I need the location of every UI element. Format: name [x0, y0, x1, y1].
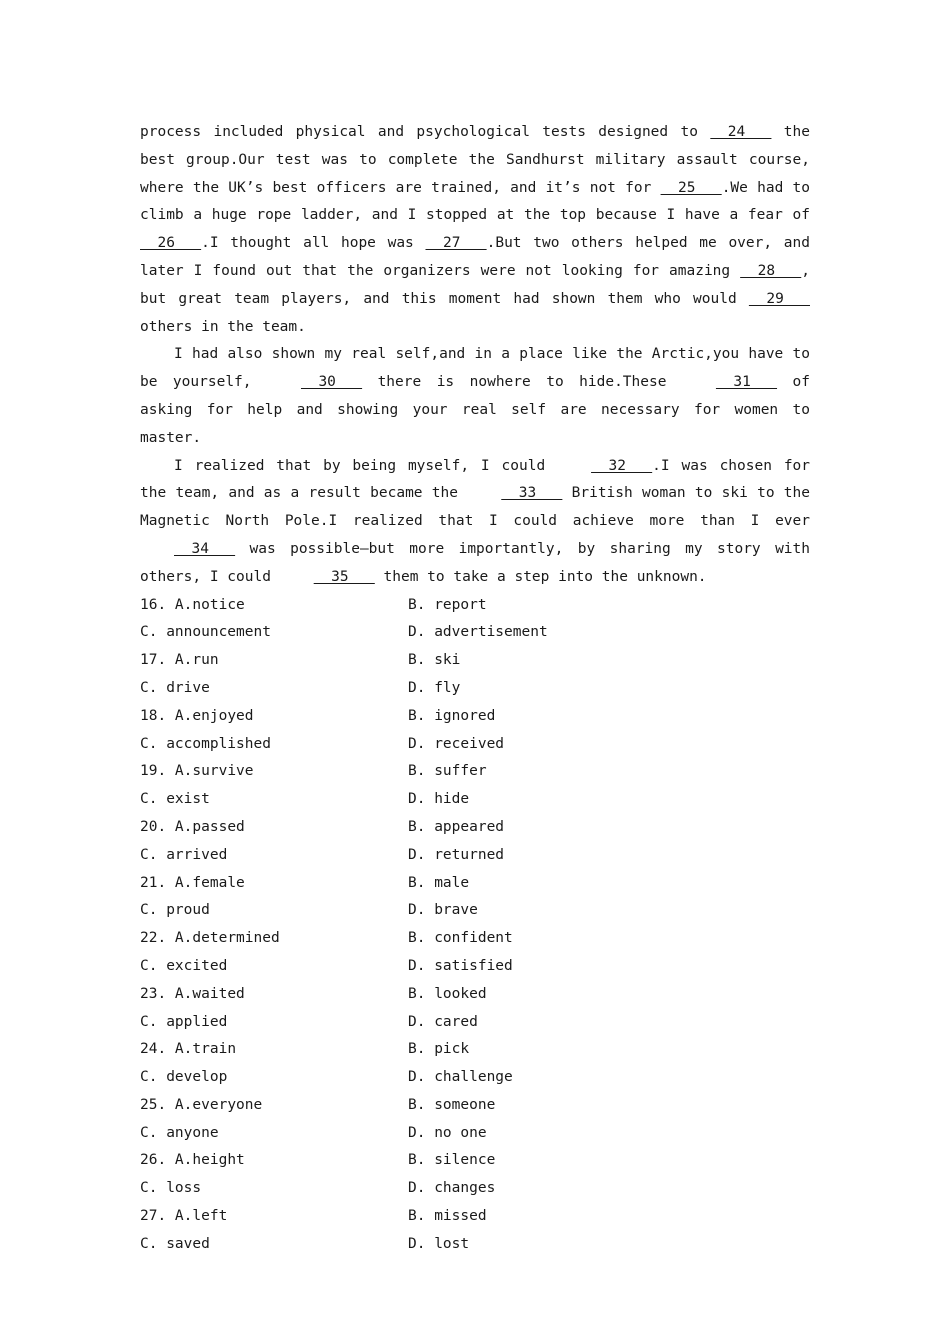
option-b — [408, 1036, 469, 1064]
option-d-prefix: D. — [408, 1069, 435, 1086]
question-23-row-cd — [140, 1009, 810, 1037]
option-b-text: male — [434, 874, 470, 891]
question-18-row-cd — [140, 731, 810, 759]
option-b-prefix: B. — [408, 1041, 435, 1058]
question-20-row-cd — [140, 842, 810, 870]
option-d-text: hide — [434, 791, 470, 808]
option-a-text: height — [192, 1152, 245, 1169]
question-number: 22. — [140, 930, 167, 947]
blank-29: 29 — [748, 290, 810, 307]
question-16-row-cd — [140, 619, 810, 647]
question-number: 18. — [140, 707, 167, 724]
option-d — [408, 675, 460, 703]
question-20-row-ab — [140, 814, 810, 842]
option-c — [140, 619, 408, 647]
blank-25: 25 — [660, 179, 722, 196]
question-number: 24. — [140, 1041, 167, 1058]
option-c-prefix: C. — [140, 957, 167, 974]
option-a — [140, 703, 408, 731]
passage-text: .We had to climb a huge rope ladder, and I stopped at the top because I have a fear of — [140, 179, 810, 224]
option-b-text: silence — [434, 1152, 496, 1169]
option-d — [408, 1175, 495, 1203]
option-b — [408, 592, 487, 620]
option-d-prefix: D. — [408, 1180, 435, 1197]
option-c-text: develop — [166, 1069, 228, 1086]
blank-32: 32 — [591, 457, 653, 474]
option-c-text: accomplished — [166, 735, 271, 752]
question-18-row-ab — [140, 703, 810, 731]
option-b-text: suffer — [434, 763, 487, 780]
blank-26: 26 — [140, 235, 202, 252]
passage-text: I realized that by being myself, I could — [174, 457, 558, 474]
question-number: 25. — [140, 1096, 167, 1113]
option-b-prefix: B. — [408, 985, 435, 1002]
blank-34: 34 — [174, 540, 236, 557]
question-21-row-ab — [140, 870, 810, 898]
option-d-text: challenge — [434, 1069, 513, 1086]
question-number: 17. — [140, 652, 167, 669]
option-b-text: report — [434, 596, 487, 613]
passage-text: was possible—but more importantly, by sharing my story with others, I could — [140, 540, 810, 585]
option-b-prefix: B. — [408, 818, 435, 835]
option-b — [408, 647, 460, 675]
option-d-text: received — [434, 735, 505, 752]
option-a — [140, 647, 408, 675]
question-24-row-cd — [140, 1064, 810, 1092]
passage-text: .I thought all hope was — [201, 235, 426, 252]
option-a-text: left — [192, 1208, 228, 1225]
question-19-row-cd — [140, 786, 810, 814]
option-d — [408, 1120, 487, 1148]
question-25-row-ab — [140, 1092, 810, 1120]
option-a-prefix: A. — [166, 1096, 193, 1113]
option-a — [140, 592, 408, 620]
option-a-prefix: A. — [166, 1208, 193, 1225]
question-number: 16. — [140, 596, 167, 613]
option-a — [140, 1147, 408, 1175]
option-d-prefix: D. — [408, 1235, 435, 1252]
option-d-text: no one — [434, 1124, 487, 1141]
option-c — [140, 842, 408, 870]
option-c-text: anyone — [166, 1124, 219, 1141]
option-b — [408, 758, 487, 786]
option-b — [408, 870, 469, 898]
option-d-prefix: D. — [408, 902, 435, 919]
option-d — [408, 619, 548, 647]
passage-text: them to take a step into the unknown. — [374, 568, 707, 585]
option-d-text: returned — [434, 846, 505, 863]
blank-24: 24 — [710, 124, 772, 140]
option-d-text: brave — [434, 902, 478, 919]
option-c-prefix: C. — [140, 624, 167, 641]
blank-35: 35 — [313, 568, 375, 585]
option-c — [140, 675, 408, 703]
option-b-prefix: B. — [408, 1096, 435, 1113]
option-b — [408, 1147, 495, 1175]
option-a-prefix: A. — [166, 1041, 193, 1058]
option-b — [408, 703, 495, 731]
question-16-row-ab — [140, 592, 810, 620]
passage-text: the best group.Our test was to complete the Sandhurst military assault course, where the UK’s best officers are trained, and it’s not for — [140, 124, 810, 196]
option-a-text: everyone — [192, 1096, 263, 1113]
option-a-prefix: A. — [166, 763, 193, 780]
option-c-prefix: C. — [140, 846, 167, 863]
option-d — [408, 786, 469, 814]
option-d-text: advertisement — [434, 624, 548, 641]
option-a — [140, 1036, 408, 1064]
option-c — [140, 897, 408, 925]
option-c — [140, 1175, 408, 1203]
option-d-prefix: D. — [408, 791, 435, 808]
option-b-text: missed — [434, 1208, 487, 1225]
passage-paragraph — [140, 453, 810, 592]
question-23-row-ab — [140, 981, 810, 1009]
option-b-text: someone — [434, 1096, 496, 1113]
blank-33: 33 — [501, 485, 563, 502]
passage-text: others in the team. — [140, 318, 306, 335]
option-c — [140, 1064, 408, 1092]
option-a-text: female — [192, 874, 245, 891]
option-b-prefix: B. — [408, 1208, 435, 1225]
option-b — [408, 925, 513, 953]
option-a-text: train — [192, 1041, 237, 1058]
option-b — [408, 981, 487, 1009]
option-c-text: drive — [166, 679, 210, 696]
option-a — [140, 870, 408, 898]
option-a-text: determined — [192, 930, 280, 947]
option-a — [140, 925, 408, 953]
option-d — [408, 1231, 469, 1259]
option-c-prefix: C. — [140, 1013, 167, 1030]
option-d-text: changes — [434, 1180, 496, 1197]
passage-text: , but great team players, and this moment had shown them who would — [140, 262, 810, 307]
option-c — [140, 1231, 408, 1259]
blank-28: 28 — [740, 262, 802, 279]
passage-text: I had also shown my real self,and in a place like the Arctic,you have to be yourself, — [140, 346, 810, 391]
option-d — [408, 1009, 478, 1037]
option-b-prefix: B. — [408, 1152, 435, 1169]
question-27-row-cd — [140, 1231, 810, 1259]
question-25-row-cd — [140, 1120, 810, 1148]
question-options-list — [140, 592, 810, 1259]
option-a-text: enjoyed — [192, 707, 254, 724]
option-a-prefix: A. — [166, 985, 193, 1002]
option-c-prefix: C. — [140, 1069, 167, 1086]
option-c-text: proud — [166, 902, 210, 919]
passage-paragraph — [140, 341, 810, 452]
option-d-prefix: D. — [408, 1013, 435, 1030]
option-d — [408, 842, 504, 870]
option-b — [408, 1203, 487, 1231]
question-27-row-ab — [140, 1203, 810, 1231]
question-26-row-ab — [140, 1147, 810, 1175]
option-a-text: notice — [192, 596, 245, 613]
option-b-text: confident — [434, 930, 513, 947]
option-c-text: saved — [166, 1235, 210, 1252]
option-a — [140, 1203, 408, 1231]
option-d-prefix: D. — [408, 679, 435, 696]
question-17-row-cd — [140, 675, 810, 703]
question-17-row-ab — [140, 647, 810, 675]
option-d-prefix: D. — [408, 1124, 435, 1141]
option-b-prefix: B. — [408, 930, 435, 947]
option-a-text: run — [192, 652, 219, 669]
option-c — [140, 1120, 408, 1148]
option-d-prefix: D. — [408, 624, 435, 641]
document-page — [140, 119, 810, 1259]
question-22-row-ab — [140, 925, 810, 953]
option-a — [140, 981, 408, 1009]
option-d — [408, 953, 513, 981]
option-c-prefix: C. — [140, 1235, 167, 1252]
option-c-prefix: C. — [140, 1124, 167, 1141]
question-21-row-cd — [140, 897, 810, 925]
option-c-text: announcement — [166, 624, 271, 641]
option-a — [140, 814, 408, 842]
option-a-text: survive — [192, 763, 254, 780]
question-number: 26. — [140, 1152, 167, 1169]
option-c — [140, 786, 408, 814]
option-d-text: cared — [434, 1013, 478, 1030]
option-d-text: lost — [434, 1235, 470, 1252]
option-d — [408, 1064, 513, 1092]
option-c-text: arrived — [166, 846, 228, 863]
passage-text: of asking for help and showing your real self are necessary for women to master. — [140, 374, 810, 446]
option-c-prefix: C. — [140, 679, 167, 696]
question-19-row-ab — [140, 758, 810, 786]
option-a-prefix: A. — [166, 874, 193, 891]
question-24-row-ab — [140, 1036, 810, 1064]
blank-27: 27 — [425, 235, 487, 252]
option-d-text: satisfied — [434, 957, 513, 974]
blank-30: 30 — [300, 374, 363, 391]
option-b-prefix: B. — [408, 652, 435, 669]
option-a-prefix: A. — [166, 1152, 193, 1169]
option-c-text: exist — [166, 791, 210, 808]
option-b-prefix: B. — [408, 763, 435, 780]
passage-text: .I was chosen for the team, and as a result became the — [140, 457, 811, 502]
passage-text: process included physical and psychological tests designed to — [140, 124, 711, 140]
question-26-row-cd — [140, 1175, 810, 1203]
option-d-prefix: D. — [408, 846, 435, 863]
option-b-text: ski — [434, 652, 461, 669]
question-number: 23. — [140, 985, 167, 1002]
option-a — [140, 1092, 408, 1120]
question-number: 19. — [140, 763, 167, 780]
passage-text: British woman to ski to the Magnetic North Pole.I realized that I could achieve more than I ever — [140, 485, 810, 530]
option-b-prefix: B. — [408, 707, 435, 724]
option-d — [408, 897, 478, 925]
option-d-text: fly — [434, 679, 461, 696]
question-number: 20. — [140, 818, 167, 835]
cloze-passage — [140, 119, 810, 592]
option-b-prefix: B. — [408, 874, 435, 891]
option-c-prefix: C. — [140, 735, 167, 752]
passage-text: .But two others helped me over, and later I found out that the organizers were not looking for amazing — [140, 235, 810, 279]
blank-31: 31 — [715, 374, 778, 391]
option-b — [408, 814, 504, 842]
question-22-row-cd — [140, 953, 810, 981]
passage-paragraph — [140, 119, 810, 341]
option-c-text: excited — [166, 957, 228, 974]
option-c-prefix: C. — [140, 1180, 167, 1197]
option-b — [408, 1092, 495, 1120]
option-b-text: appeared — [434, 818, 505, 835]
option-c — [140, 1009, 408, 1037]
option-b-text: ignored — [434, 707, 496, 724]
option-c-text: applied — [166, 1013, 228, 1030]
option-b-prefix: B. — [408, 596, 435, 613]
option-d — [408, 731, 504, 759]
option-d-prefix: D. — [408, 735, 435, 752]
option-b-text: looked — [434, 985, 487, 1002]
option-a-text: waited — [192, 985, 245, 1002]
option-a-prefix: A. — [166, 652, 193, 669]
option-b-text: pick — [434, 1041, 470, 1058]
option-a-prefix: A. — [166, 818, 193, 835]
option-a-prefix: A. — [166, 596, 193, 613]
option-c-text: loss — [166, 1180, 202, 1197]
passage-text: there is nowhere to hide.These — [362, 374, 682, 391]
option-c-prefix: C. — [140, 791, 167, 808]
question-number: 27. — [140, 1208, 167, 1225]
option-a — [140, 758, 408, 786]
question-number: 21. — [140, 874, 167, 891]
option-a-prefix: A. — [166, 930, 193, 947]
option-c — [140, 953, 408, 981]
option-a-text: passed — [192, 818, 245, 835]
option-c — [140, 731, 408, 759]
option-c-prefix: C. — [140, 902, 167, 919]
option-a-prefix: A. — [166, 707, 193, 724]
option-d-prefix: D. — [408, 957, 435, 974]
